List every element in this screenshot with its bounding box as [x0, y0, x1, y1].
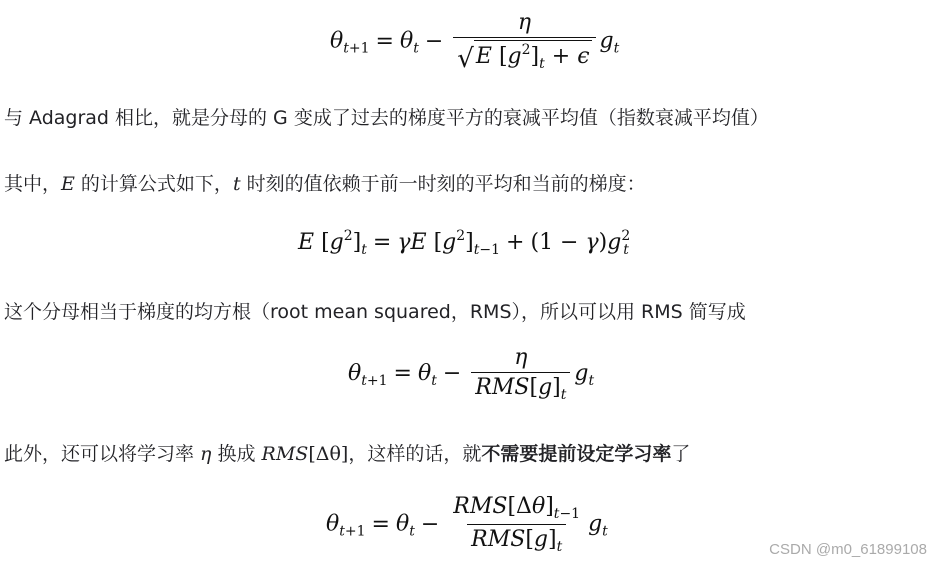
var-eta: η: [200, 443, 212, 465]
var-e: E: [61, 173, 75, 195]
paragraph-adagrad-comparison: [4, 104, 769, 132]
equation-update-rule-sqrt: $\theta_{t+1} = \theta_t$ − η √ E $[g^2]_t + \epsilon$ $g_t$: [330, 10, 620, 74]
watermark: CSDN @m0_61899108: [769, 541, 927, 558]
paragraph-rms-text: 这个分母相当于梯度的均方根（root mean squared，RMS），所以可以用 RMS 简写成: [4, 301, 746, 323]
p4-end: 了: [671, 443, 691, 465]
paragraph-replace-learning-rate: [4, 440, 690, 468]
p4-bold-phrase: 不需要提前设定学习率: [481, 443, 672, 465]
p2-after: 时刻的值依赖于前一时刻的平均和当前的梯度：: [240, 173, 646, 195]
p4-before: 此外，还可以将学习率: [4, 443, 201, 465]
p2-middle: 的计算公式如下，: [74, 173, 233, 195]
expr-rms: RMS: [261, 443, 309, 465]
paragraph-rms: [4, 298, 746, 326]
equation-update-rule-adadelta: $\theta_{t+1} = \theta_t$ − $\frac{RMS[\Delta\theta]_{t-1}}{RMS[g]_t}$ $g_t$: [326, 494, 608, 555]
equation-update-rule-rms: $\theta_{t+1} = \theta_t$ − $\frac{\eta}{RMS[g]_t}$ $g_t$: [348, 345, 595, 403]
p2-before: 其中，: [4, 173, 62, 195]
expr-delta-theta: [Δθ]: [308, 443, 349, 465]
p4-middle: 换成: [211, 443, 262, 465]
paragraph-e-definition-intro: [4, 170, 646, 198]
equation-running-average: E $[g^2]_t = \gamma E$ $[g^2]_{t-1} + (1 - \gamma)g^2_t$: [298, 228, 631, 258]
var-t: t: [232, 173, 241, 195]
paragraph-adagrad-text: 与 Adagrad 相比，就是分母的 G 变成了过去的梯度平方的衰减平均值（指数衰减平均值）: [4, 107, 769, 129]
p4-after: ，这样的话，就: [348, 443, 482, 465]
